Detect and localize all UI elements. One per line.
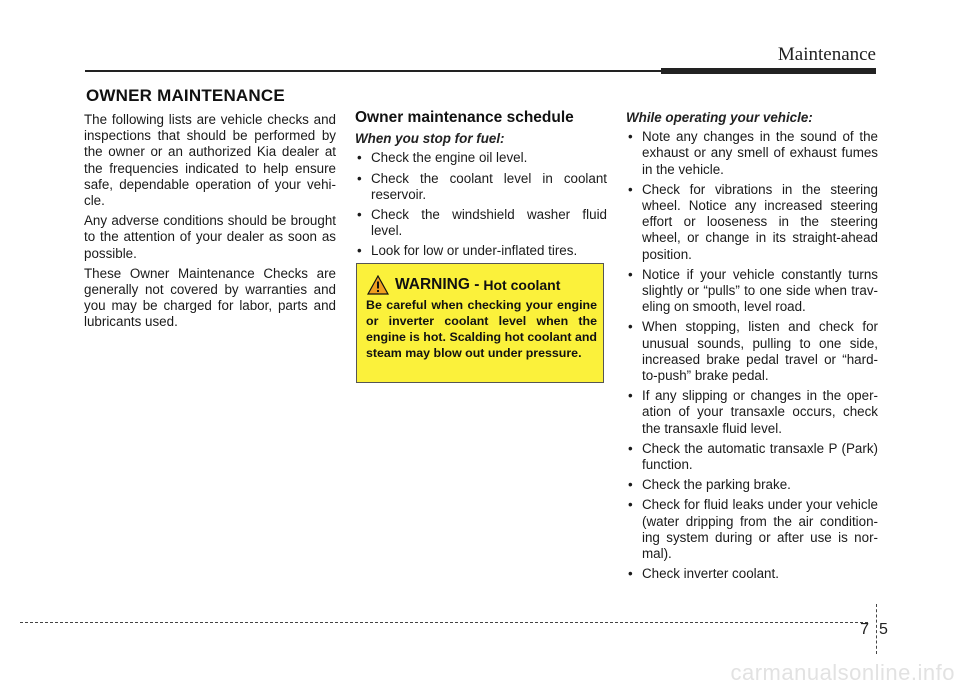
list-item: • Check the coolant level in coolant reservoir.: [357, 170, 607, 202]
warning-text: Be careful when checking your engine or inverter coolant level when the engine is hot. Scalding hot coolant and steam may blow out under pressure.: [366, 298, 597, 360]
bullet-icon: •: [628, 477, 633, 493]
list-item: • Check the engine oil level.: [357, 150, 528, 166]
fuel-stop-list: [355, 150, 607, 259]
warning-triangle-icon: [367, 275, 389, 295]
section-title: Maintenance: [777, 44, 876, 65]
warning-box: [356, 263, 604, 383]
bullet-icon: •: [628, 388, 633, 404]
list-item: • Check the parking brake.: [628, 477, 791, 493]
header-rule: [85, 70, 661, 72]
bullet-icon: •: [357, 150, 362, 166]
header-rule-thick: [661, 68, 876, 74]
bullet-icon: •: [357, 207, 362, 223]
list-item: • Look for low or under-inflated tires.: [357, 243, 578, 259]
list-item: • Check for fluid leaks under your vehicle (water dripping from the air condition-ing system during or after use is nor-mal).: [628, 497, 878, 562]
list-item: • Notice if your vehicle constantly turns slightly or “pulls” to one side when trav-eling on smooth, level road.: [628, 266, 878, 315]
bullet-icon: •: [628, 181, 633, 197]
intro-paragraph: Any adverse conditions should be brought to the attention of your dealer as soon as possible.: [84, 213, 336, 261]
page-title: OWNER MAINTENANCE: [86, 86, 285, 105]
bullet-icon: •: [628, 440, 633, 456]
bullet-icon: •: [628, 566, 633, 582]
schedule-heading: Owner maintenance schedule: [355, 109, 574, 126]
bullet-icon: •: [357, 243, 362, 259]
intro-paragraph: The following lists are vehicle checks and inspections that should be performed by the owner or an authorized Kia dealer at the frequencies indicated to help ensure safe, dependable operation of your vehi-cle.: [84, 112, 336, 209]
bullet-icon: •: [628, 497, 633, 513]
watermark: carmanualsonline.info: [730, 660, 955, 685]
bullet-icon: •: [628, 129, 633, 145]
list-item: • When stopping, listen and check for unusual sounds, pulling to one side, increased brake pedal travel or “hard-to-push” brake pedal.: [628, 319, 878, 384]
list-item: • Note any changes in the sound of the exhaust or any smell of exhaust fumes in the vehicle.: [628, 129, 878, 177]
bullet-icon: •: [628, 266, 633, 282]
fuel-stop-subheading: When you stop for fuel:: [355, 131, 505, 147]
list-item: • Check inverter coolant.: [628, 566, 779, 582]
chapter-number: 7: [860, 621, 879, 638]
list-item: • If any slipping or changes in the oper-ation of your transaxle occurs, check the transaxle fluid level.: [628, 388, 878, 436]
list-item: • Check the automatic transaxle P (Park) function.: [628, 440, 878, 473]
warning-subject: Hot coolant: [483, 277, 561, 293]
warning-header: [367, 274, 560, 296]
footer-dash-rule: [20, 622, 868, 623]
driving-list: [626, 129, 878, 582]
intro-column: [84, 112, 336, 335]
intro-paragraph: These Owner Maintenance Checks are generally not covered by warranties and you may be charged for labor, parts and lubricants used.: [84, 265, 336, 330]
driving-subheading: While operating your vehicle:: [626, 110, 813, 125]
schedule-column: [355, 110, 607, 264]
bullet-icon: •: [628, 319, 633, 335]
warning-label: WARNING -: [395, 276, 480, 293]
driving-column: [626, 110, 878, 586]
page-number: [854, 621, 904, 639]
list-item: • Check for vibrations in the steering wheel. Notice any increased steering effort or looseness in the steering wheel, or change in its straight-ahead position.: [628, 181, 878, 262]
bullet-icon: •: [357, 170, 362, 186]
page-index: 5: [879, 621, 898, 638]
list-item: • Check the windshield washer fluid level.: [357, 207, 607, 239]
